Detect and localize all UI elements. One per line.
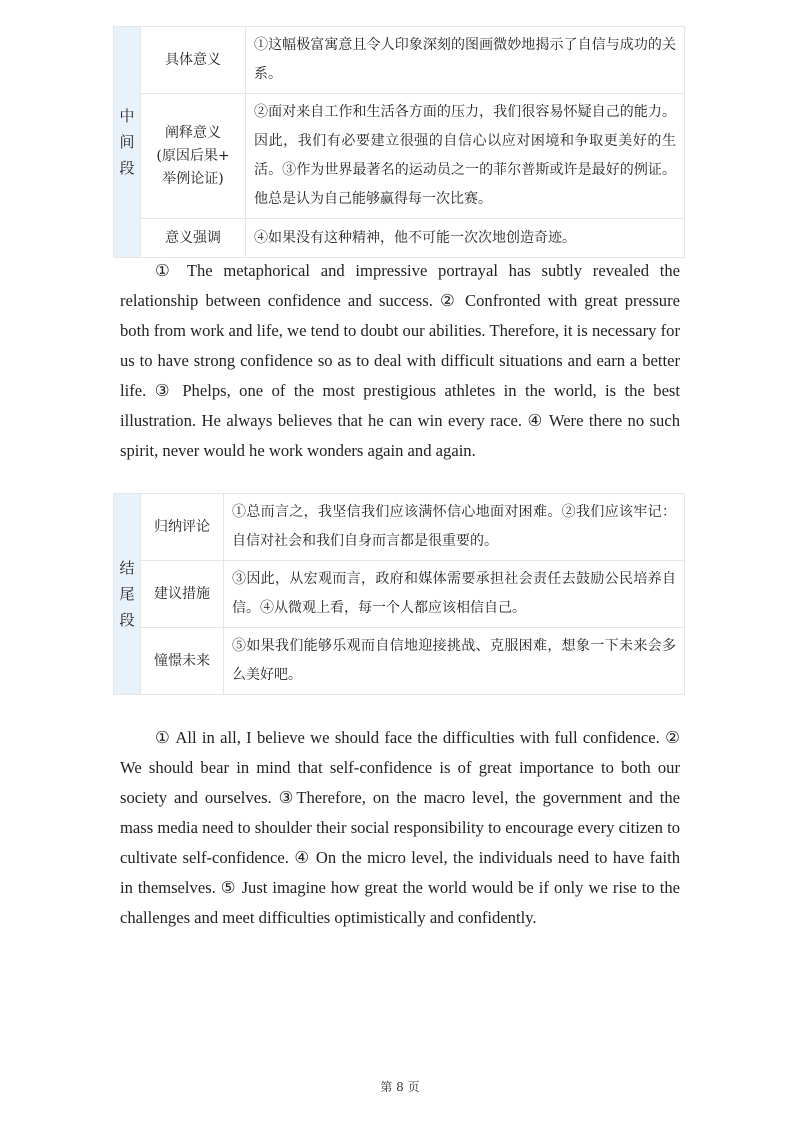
row-text-future: ⑤如果我们能够乐观而自信地迎接挑战、克服困难，想象一下未来会多么美好吧。: [224, 628, 685, 695]
middle-section-table: [113, 26, 685, 258]
row-text-suggestions: ③因此，从宏观而言，政府和媒体需要承担社会责任去鼓励公民培养自信。④从微观上看，每一个人都应该相信自己。: [224, 561, 685, 628]
row-text-emphasis: ④如果没有这种精神，他不可能一次次地创造奇迹。: [246, 219, 685, 258]
english-paragraph-ending: ① All in all, I believe we should face the difficulties with full confidence. ② We should bear in mind that self-confidence is of great importance to both our society and ourselves. ③Therefore, on the macro level, the government and the mass media need to shoulder their social responsibility to encourage every citizen to cultivate self-confidence. ④ On the micro level, the individuals need to have faith in themselves. ⑤ Just imagine how great the world would be if only we rise to the challenges and meet difficulties optimistically and confidently.: [120, 728, 680, 927]
table-row: [114, 27, 685, 94]
row-label-emphasis: 意义强调: [141, 219, 246, 258]
table-row: [114, 561, 685, 628]
row-text-specific-meaning: ①这幅极富寓意且令人印象深刻的图画微妙地揭示了自信与成功的关系。: [246, 27, 685, 94]
english-paragraph-middle: ① The metaphorical and impressive portrayal has subtly revealed the relationship between confidence and success. ② Confronted with great pressure both from work and life, we tend to doubt our abilities. Therefore, it is necessary for us to have strong confidence so as to deal with difficult situations and earn a better life. ③ Phelps, one of the most prestigious athletes in the world, is the best illustration. He always believes that he can win every race. ④ Were there no such spirit, never would he work wonders again and again.: [120, 261, 680, 460]
table-row: [114, 628, 685, 695]
page-number: 第 8 页: [380, 1080, 420, 1094]
row-label-specific-meaning: 具体意义: [141, 27, 246, 94]
row-label-summary: 归纳评论: [141, 494, 224, 561]
row-text-interpretation: ②面对来自工作和生活各方面的压力，我们很容易怀疑自己的能力。因此，我们有必要建立很强的自信心以应对困境和争取更美好的生活。③作为世界最著名的运动员之一的菲尔普斯或许是最好的例证。他总是认为自己能够赢得每一次比赛。: [246, 94, 685, 219]
row-text-summary: ①总而言之，我坚信我们应该满怀信心地面对困难。②我们应该牢记：自信对社会和我们自身而言都是很重要的。: [224, 494, 685, 561]
section-label-ending: 结 尾 段: [114, 494, 141, 695]
row-label-future: 憧憬未来: [141, 628, 224, 695]
row-label-interpretation: 阐释意义 (原因后果+ 举例论证): [141, 94, 246, 219]
ending-section-table: [113, 493, 685, 695]
section-label-middle: 中 间 段: [114, 27, 141, 258]
table-row: [114, 94, 685, 219]
table-row: [114, 219, 685, 258]
row-label-suggestions: 建议措施: [141, 561, 224, 628]
table-row: [114, 494, 685, 561]
